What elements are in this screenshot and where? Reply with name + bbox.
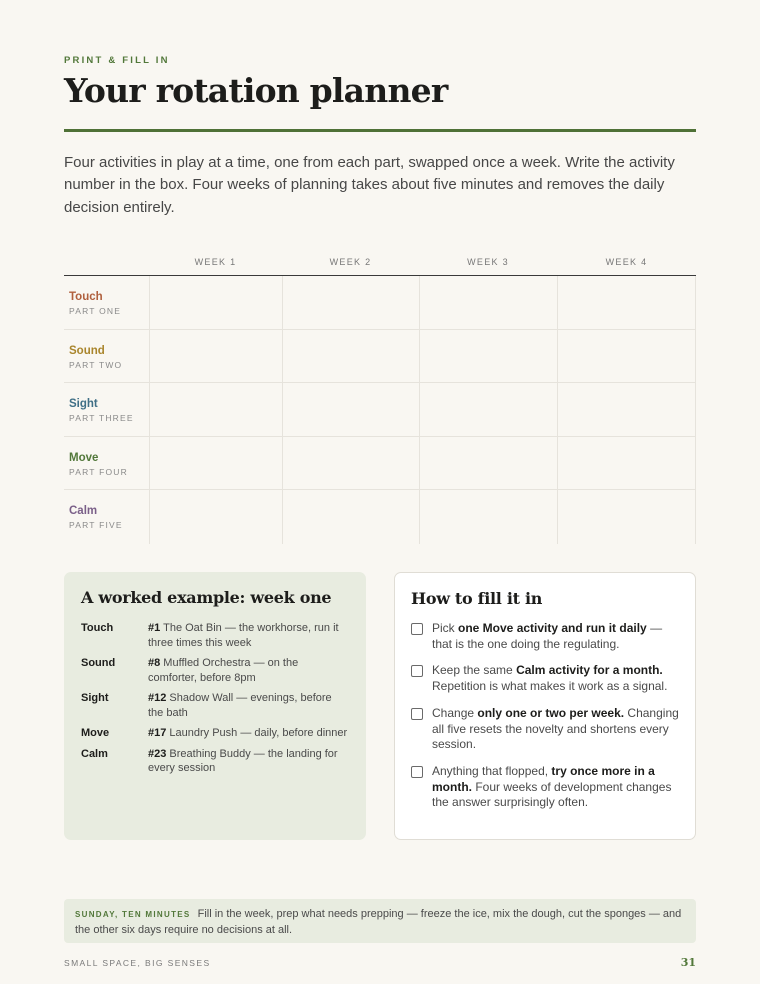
activity-number: #1 (148, 622, 161, 634)
text-pre: Anything that flopped, (432, 763, 552, 778)
howto-checklist (411, 621, 679, 811)
text-pre: Change (432, 705, 478, 720)
activity-number: #12 (148, 692, 167, 704)
checklist-text (432, 764, 679, 811)
tip-text: Fill in the week, prep what needs prepping — freeze the ice, mix the dough, cut the sponges — and the other six days require no decisions at all. (75, 908, 682, 936)
example-row (81, 621, 349, 650)
footer-book-title: SMALL SPACE, BIG SENSES (64, 958, 211, 968)
example-key: Calm (81, 747, 108, 760)
activity-text: Shadow Wall — evenings, before the bath (148, 692, 332, 719)
example-key: Move (81, 727, 110, 739)
activity-number: #23 (148, 747, 167, 760)
example-value (148, 747, 348, 776)
example-value (148, 621, 348, 650)
week-header: WEEK 3 (467, 257, 509, 267)
checkbox[interactable] (411, 623, 423, 635)
tip-band (64, 899, 696, 943)
example-row (81, 691, 349, 720)
row-label (69, 398, 134, 423)
page-title: Your rotation planner (64, 71, 448, 110)
activity-number: #17 (148, 727, 167, 739)
planner-row-touch[interactable] (64, 276, 696, 330)
row-name: Sound (69, 344, 105, 357)
row-label (69, 452, 128, 477)
row-part: PART ONE (69, 306, 122, 316)
text-post: Repetition is what makes it work as a signal. (432, 679, 668, 694)
example-key: Touch (81, 622, 114, 634)
planner-row-move[interactable] (64, 437, 696, 491)
checkbox[interactable] (411, 665, 423, 677)
example-list (81, 621, 349, 776)
example-value (148, 726, 348, 741)
example-key: Sight (81, 692, 109, 704)
text-bold: only one or two per week. (477, 705, 625, 720)
eyebrow: PRINT & FILL IN (64, 55, 170, 66)
how-to-card (394, 572, 696, 840)
worked-example-card (64, 572, 366, 840)
checklist-text (432, 663, 679, 694)
row-name: Calm (69, 505, 98, 517)
row-name: Sight (69, 398, 98, 410)
activity-number: #8 (148, 657, 161, 669)
planner-row-sound[interactable] (64, 330, 696, 384)
text-bold: Calm activity for a month. (516, 663, 663, 678)
checklist-item (411, 663, 679, 694)
activity-text: Muffled Orchestra — on the comforter, before 8pm (148, 657, 299, 684)
checklist-item (411, 764, 679, 811)
example-value (148, 691, 348, 720)
activity-text: Breathing Buddy — the landing for every session (148, 747, 338, 774)
text-pre: Pick (432, 621, 459, 635)
row-label (69, 291, 121, 316)
week-header: WEEK 1 (194, 257, 237, 267)
page (64, 0, 696, 984)
example-key: Sound (81, 657, 116, 669)
example-value (148, 656, 348, 685)
tip-tag: SUNDAY, TEN MINUTES (75, 910, 191, 919)
week-header: WEEK 4 (605, 257, 648, 267)
row-part: PART FOUR (69, 466, 128, 477)
row-label (69, 505, 123, 530)
text-post: Four weeks of development changes the answer surprisingly often. (432, 779, 672, 810)
text-post: Changing all five resets the novelty and shortens every session. (432, 705, 679, 752)
title-rule (64, 129, 696, 132)
row-part: PART THREE (69, 413, 134, 423)
row-part: PART FIVE (69, 520, 123, 530)
rotation-planner-grid (64, 250, 696, 544)
example-title: A worked example: week one (81, 588, 332, 607)
grid-header (64, 250, 696, 276)
text-pre: Keep the same (432, 663, 517, 678)
text-bold: try once more in a month. (432, 763, 655, 794)
example-row (81, 747, 349, 776)
planner-row-sight[interactable] (64, 383, 696, 437)
activity-text: The Oat Bin — the workhorse, run it three times this week (148, 622, 339, 649)
checklist-item (411, 621, 679, 652)
checkbox[interactable] (411, 708, 423, 720)
row-name: Move (69, 451, 99, 464)
row-name: Touch (69, 291, 103, 303)
checklist-text (432, 706, 679, 753)
example-row (81, 726, 349, 741)
week-header: WEEK 2 (329, 257, 372, 267)
row-label (69, 345, 122, 370)
checklist-item (411, 706, 679, 753)
example-row (81, 656, 349, 685)
howto-title: How to fill it in (411, 589, 543, 608)
planner-row-calm[interactable] (64, 490, 696, 544)
intro-paragraph: Four activities in play at a time, one from each part, swapped once a week. Write the activity number in the box. Four weeks of planning takes about five minutes and removes the daily decision entirely. (64, 154, 675, 216)
text-post: — that is the one doing the regulating. (432, 621, 663, 651)
text-bold: one Move activity and run it daily (458, 621, 647, 635)
checkbox[interactable] (411, 766, 423, 778)
activity-text: Laundry Push — daily, before dinner (166, 727, 348, 739)
checklist-text (432, 621, 679, 652)
page-number: 31 (680, 956, 696, 969)
row-part: PART TWO (69, 359, 123, 370)
